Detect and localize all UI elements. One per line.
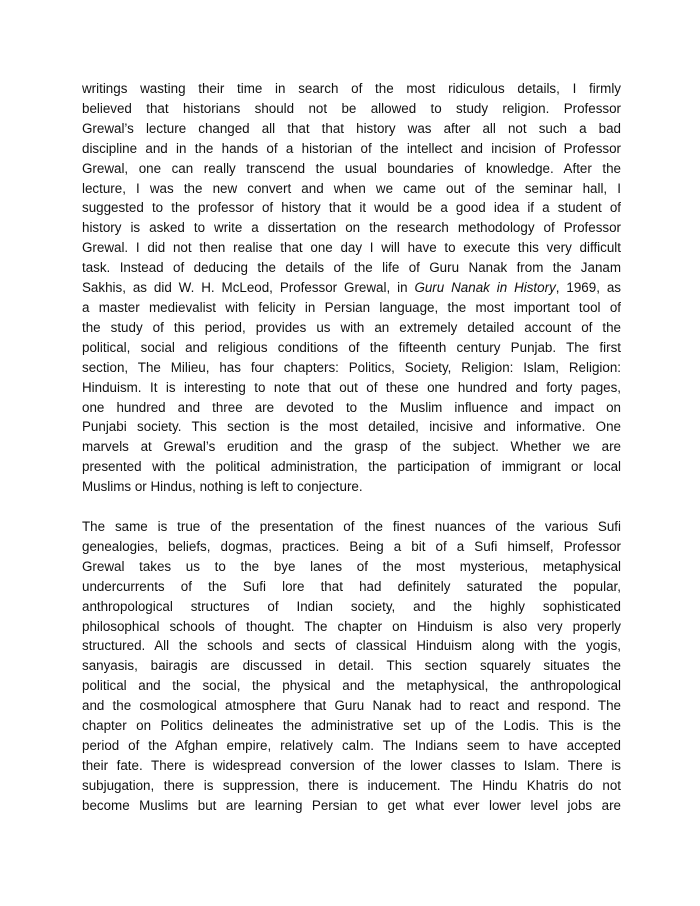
text-line: undercurrents of the Sufi lore that had definitely saturated the popular, (82, 578, 621, 594)
text-line: period of the Afghan empire, relatively calm. The Indians seem to have accepted (82, 738, 621, 753)
text-line: Muslims or Hindus, nothing is left to conjecture. (82, 479, 363, 495)
text-line: political, social and religious conditions of the fifteenth century Punjab. The first (82, 339, 621, 355)
text-line: anthropological structures of Indian society, and the highly sophisticated (82, 598, 621, 614)
text-line: and the cosmological atmosphere that Guru Nanak had to react and respond. The (82, 698, 621, 714)
text-segment: Sakhis, as did W. H. McLeod, Professor Grewal, in (82, 280, 415, 296)
text-line: the study of this period, provides us with an extremely detailed account of the (82, 319, 621, 335)
text-line: presented with the political administration, the participation of immigrant or local (82, 459, 621, 475)
text-line: The same is true of the presentation of the finest nuances of the various Sufi (82, 519, 621, 535)
text-line: a master medievalist with felicity in Persian language, the most important tool of (82, 299, 621, 315)
text-line: section, The Milieu, has four chapters: Politics, Society, Religion: Islam, Religion: (82, 359, 621, 375)
text-line: lecture, I was the new convert and when we came out of the seminar hall, I (82, 180, 621, 196)
text-line: Punjabi society. This section is the most detailed, incisive and informative. One (82, 419, 621, 435)
document-page (82, 79, 621, 816)
text-line: discipline and in the hands of a historian of the intellect and incision of Professor (82, 140, 621, 156)
text-line: Grewal takes us to the bye lanes of the most mysterious, metaphysical (82, 558, 621, 574)
paragraph-1 (82, 79, 621, 497)
text-line: believed that historians should not be allowed to study religion. Professor (82, 100, 621, 116)
text-line: political and the social, the physical and the metaphysical, the anthropological (82, 678, 621, 694)
text-line: structured. All the schools and sects of classical Hinduism along with the yogis, (82, 638, 621, 654)
text-line: history is asked to write a dissertation on the research methodology of Professor (82, 220, 621, 236)
text-line: their fate. There is widespread conversion of the lower classes to Islam. There is (82, 757, 621, 773)
text-line: one hundred and three are devoted to the Muslim influence and impact on (82, 399, 621, 415)
text-line: chapter on Politics delineates the administrative set up of the Lodis. This is the (82, 718, 621, 734)
text-line: writings wasting their time in search of the most ridiculous details, I firmly (82, 81, 621, 96)
text-line: philosophical schools of thought. The chapter on Hinduism is also very properly (82, 618, 621, 634)
text-line: marvels at Grewal’s erudition and the grasp of the subject. Whether we are (82, 439, 621, 455)
text-line-with-book-title (82, 278, 621, 298)
text-line: Grewal. I did not then realise that one day I will have to execute this very difficult (82, 240, 621, 256)
text-line: Hinduism. It is interesting to note that out of these one hundred and forty pages, (82, 379, 621, 395)
text-segment: , 1969, as (555, 280, 621, 296)
text-line: suggested to the professor of history that it would be a good idea if a student of (82, 200, 621, 216)
paragraph-2 (82, 517, 621, 816)
text-line: sanyasis, bairagis are discussed in detail. This section squarely situates the (82, 658, 621, 674)
text-line: become Muslims but are learning Persian to get what ever lower level jobs are (82, 797, 621, 813)
text-line: genealogies, beliefs, dogmas, practices. Being a bit of a Sufi himself, Professor (82, 538, 621, 554)
text-line: subjugation, there is suppression, there is inducement. The Hindu Khatris do not (82, 777, 621, 793)
text-line: Grewal’s lecture changed all that that history was after all not such a bad (82, 120, 621, 136)
text-line: Grewal, one can really transcend the usual boundaries of knowledge. After the (82, 160, 621, 176)
text-line: task. Instead of deducing the details of the life of Guru Nanak from the Janam (82, 260, 621, 276)
book-title: Guru Nanak in History (414, 280, 556, 296)
